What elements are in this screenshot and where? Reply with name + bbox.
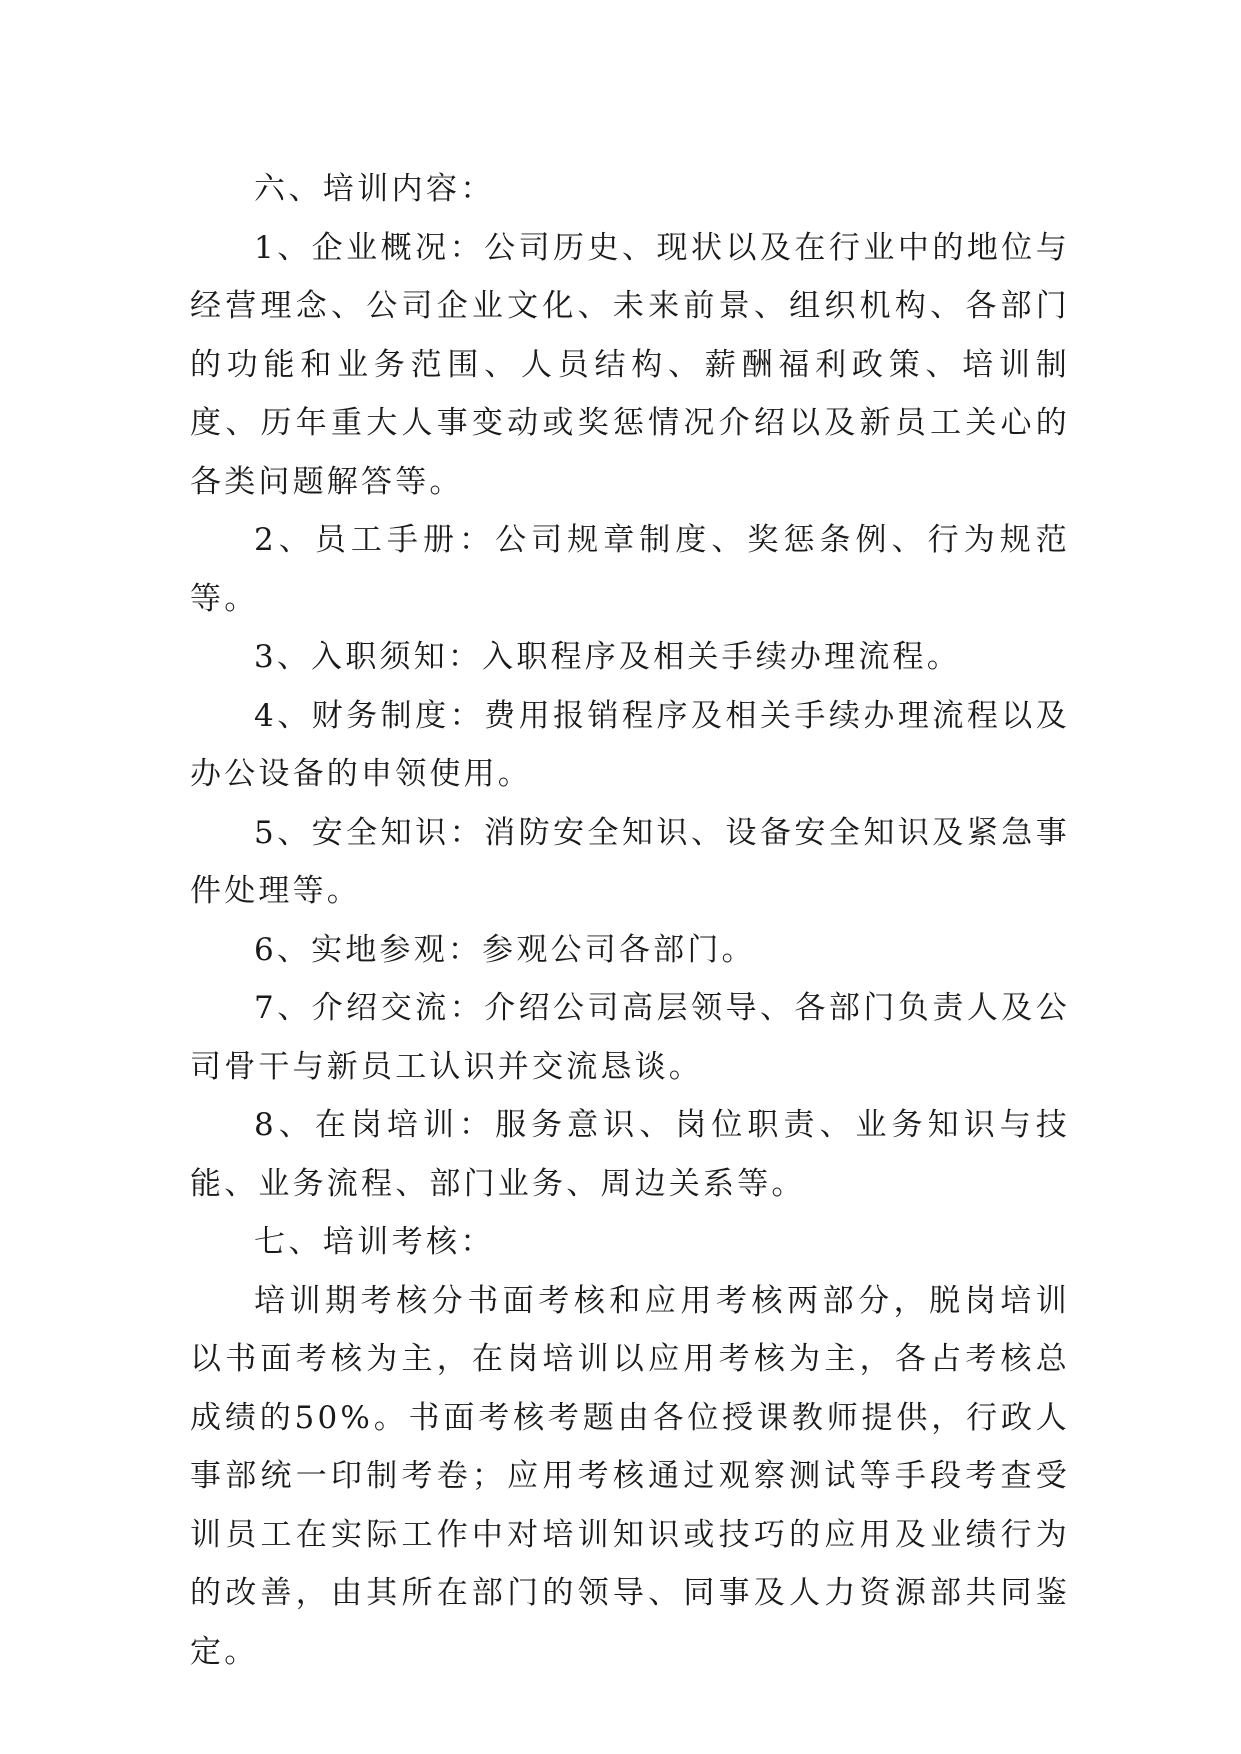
- list-item-onboarding-notice: 3、入职须知：入职程序及相关手续办理流程。: [254, 639, 961, 675]
- list-item-safety-knowledge: 5、安全知识：消防安全知识、设备安全知识及紧急事件处理等。: [190, 814, 1070, 909]
- list-item-introduction-exchange: 7、介绍交流：介绍公司高层领导、各部门负责人及公司骨干与新员工认识并交流恳谈。: [190, 990, 1070, 1085]
- section-heading-training-content: 六、培训内容：: [254, 171, 495, 207]
- assessment-body-paragraph: 培训期考核分书面考核和应用考核两部分，脱岗培训以书面考核为主，在岗培训以应用考核为主，各占考核总成绩的50%。书面考核考题由各位授课教师提供，行政人事部统一印制考卷；应用考核通过观察测试等手段考查受训员工在实际工作中对培训知识或技巧的应用及业绩行为的改善，由其所在部门的领导、同事及人力资源部共同鉴定。: [190, 1282, 1070, 1670]
- list-item-on-the-job-training: 8、在岗培训：服务意识、岗位职责、业务知识与技能、业务流程、部门业务、周边关系等。: [190, 1107, 1070, 1202]
- list-item-site-visit: 6、实地参观：参观公司各部门。: [254, 931, 756, 968]
- list-item-employee-handbook: 2、员工手册：公司规章制度、奖惩条例、行为规范等。: [190, 522, 1070, 617]
- list-item-company-overview: 1、企业概况：公司历史、现状以及在行业中的地位与经营理念、公司企业文化、未来前景、组织机构、各部门的功能和业务范围、人员结构、薪酬福利政策、培训制度、历年重大人事变动或奖惩情况介绍以及新员工关心的各类问题解答等。: [190, 229, 1070, 500]
- list-item-finance-policy: 4、财务制度：费用报销程序及相关手续办理流程以及办公设备的申领使用。: [190, 697, 1070, 792]
- section-heading-training-assessment: 七、培训考核：: [254, 1224, 495, 1260]
- document-page: [190, 160, 1070, 1681]
